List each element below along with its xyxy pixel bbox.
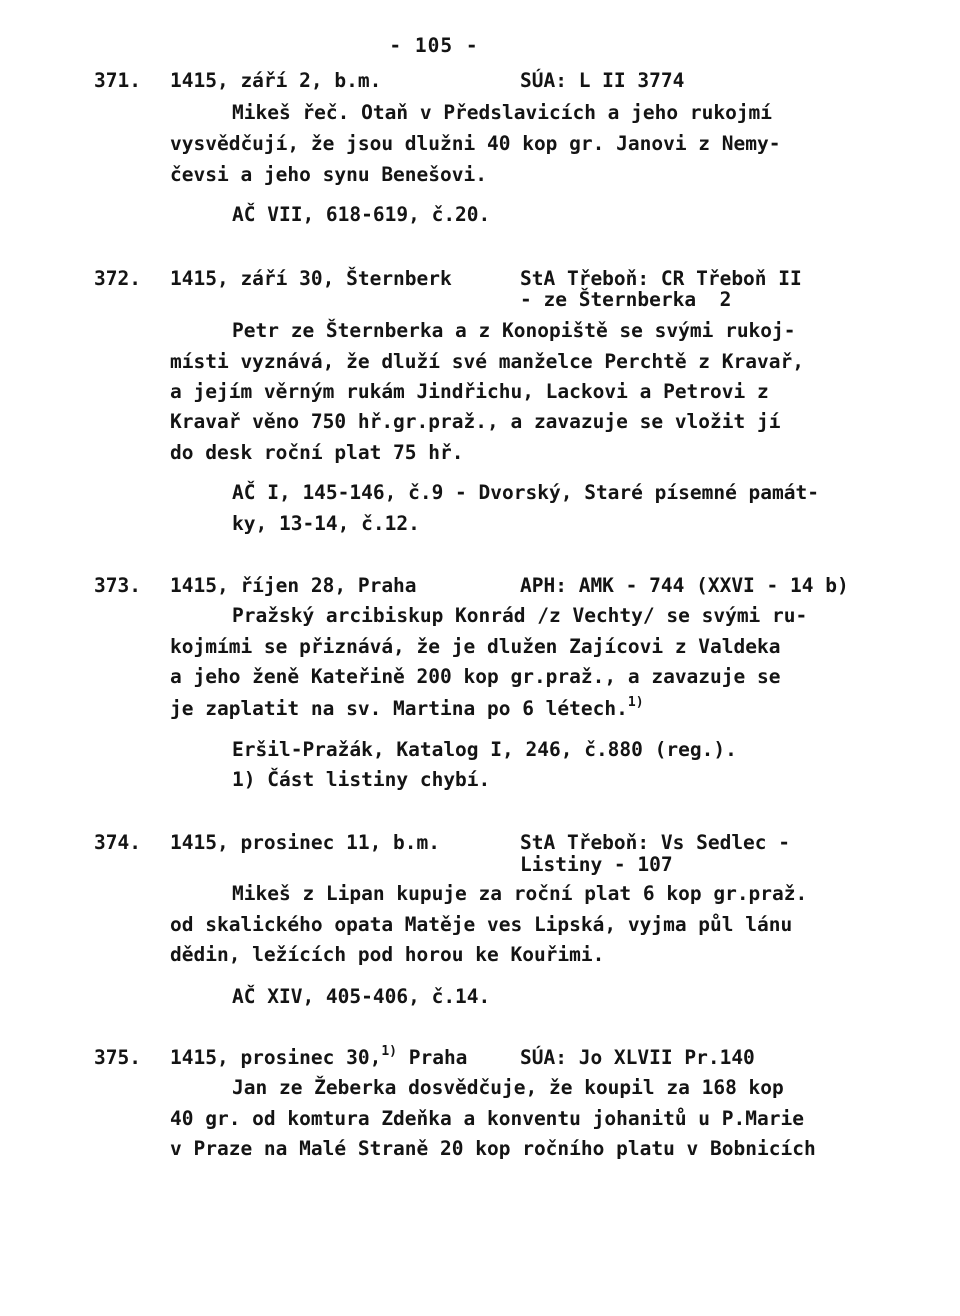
entry-text-line: 40 gr. od komtura Zdeňka a konventu johanitů u P.Marie bbox=[170, 1107, 804, 1130]
entry-citation: AČ XIV, 405-406, č.14. bbox=[232, 985, 491, 1008]
entry-footnote: 1) Část listiny chybí. bbox=[232, 768, 491, 791]
entry-text-line: do desk roční plat 75 hř. bbox=[170, 441, 464, 464]
entry-date-place: Praha bbox=[396, 1046, 468, 1069]
entry-archive: Listiny - 107 bbox=[520, 853, 673, 876]
footnote-mark: 1) bbox=[381, 1044, 397, 1059]
entry-text-line: a jejím věrným rukám Jindřichu, Lackovi a Petrovi z bbox=[170, 380, 769, 403]
entry-text-line: Kravař věno 750 hř.gr.praž., a zavazuje se vložit jí bbox=[170, 410, 781, 433]
entry-archive: StA Třeboň: CR Třeboň II bbox=[520, 267, 802, 290]
entry-text-line: v Praze na Malé Straně 20 kop ročního platu v Bobnicích bbox=[170, 1137, 816, 1160]
entry-citation: Eršil-Pražák, Katalog I, 246, č.880 (reg.). bbox=[232, 738, 737, 761]
entry-text-line: čevsi a jeho synu Benešovi. bbox=[170, 163, 487, 186]
entry-text-line: Petr ze Šternberka a z Konopiště se svými rukoj- bbox=[232, 319, 796, 342]
entry-text-line: od skalického opata Matěje ves Lipská, vyjma půl lánu bbox=[170, 913, 793, 936]
entry-number: 374. bbox=[94, 831, 141, 854]
entry-text-line: Mikeš řeč. Otaň v Předslavicích a jeho rukojmí bbox=[232, 101, 773, 124]
entry-text-line: Pražský arcibiskup Konrád /z Vechty/ se svými ru- bbox=[232, 604, 808, 627]
entry-date bbox=[170, 1045, 467, 1071]
footnote-mark: 1) bbox=[627, 695, 644, 710]
entry-number: 372. bbox=[94, 267, 141, 290]
entry-text-line: vysvědčují, že jsou dlužni 40 kop gr. Janovi z Nemy- bbox=[170, 132, 781, 155]
entry-text-segment: je zaplatit na sv. Martina po 6 létech. bbox=[170, 697, 628, 720]
page-number: - 105 - bbox=[389, 34, 479, 57]
entry-date: 1415, říjen 28, Praha bbox=[170, 574, 417, 597]
entry-number: 371. bbox=[94, 69, 141, 92]
entry-number: 373. bbox=[94, 574, 141, 597]
entry-text-line: Jan ze Žeberka dosvědčuje, že koupil za 168 kop bbox=[232, 1076, 784, 1099]
entry-archive: SÚA: L II 3774 bbox=[520, 69, 685, 92]
entry-date: 1415, prosinec 11, b.m. bbox=[170, 831, 441, 854]
entry-archive: SÚA: Jo XLVII Pr.140 bbox=[520, 1046, 755, 1069]
entry-date: 1415, září 2, b.m. bbox=[170, 69, 382, 92]
entry-date-text: 1415, prosinec 30, bbox=[170, 1046, 382, 1069]
entry-text-line: dědin, ležících pod horou ke Kouřimi. bbox=[170, 943, 605, 966]
entry-citation: ky, 13-14, č.12. bbox=[232, 512, 420, 535]
entry-text-line bbox=[170, 696, 644, 722]
entry-citation: AČ VII, 618-619, č.20. bbox=[232, 203, 491, 226]
entry-number: 375. bbox=[94, 1046, 141, 1069]
entry-citation: AČ I, 145-146, č.9 - Dvorský, Staré písemné památ- bbox=[232, 481, 819, 504]
entry-archive: APH: AMK - 744 (XXVI - 14 b) bbox=[520, 574, 849, 597]
entry-archive: StA Třeboň: Vs Sedlec - bbox=[520, 831, 791, 854]
entry-text-line: a jeho ženě Kateřině 200 kop gr.praž., a zavazuje se bbox=[170, 665, 781, 688]
entry-text-line: místi vyznává, že dluží své manželce Perchtě z Kravař, bbox=[170, 350, 804, 373]
entry-text-line: kojmími se přiznává, že je dlužen Zajícovi z Valdeka bbox=[170, 635, 781, 658]
entry-text-line: Mikeš z Lipan kupuje za roční plat 6 kop gr.praž. bbox=[232, 882, 808, 905]
entry-archive: - ze Šternberka 2 bbox=[520, 288, 732, 311]
entry-date: 1415, září 30, Šternberk bbox=[170, 267, 452, 290]
